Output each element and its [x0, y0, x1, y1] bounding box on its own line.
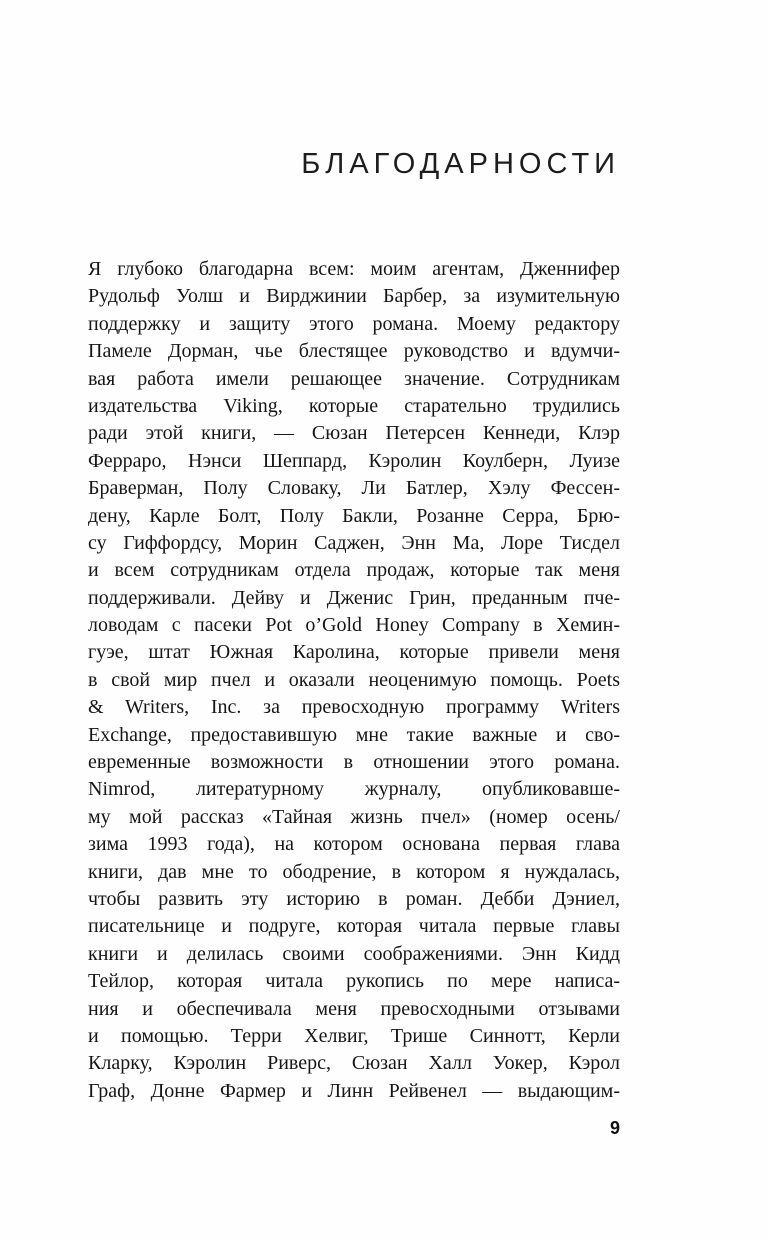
text-line: Я глубоко благодарна всем: моим агентам, Дженнифер [88, 258, 620, 280]
text-line: дену, Карле Болт, Полу Бакли, Розанне Серра, Брю- [88, 504, 620, 527]
text-line: поддерживали. Дейву и Дженис Грин, преданным пче- [88, 586, 620, 609]
text-line: Exchange, предоставившую мне такие важные и сво- [88, 723, 620, 746]
body-text [88, 256, 620, 1105]
text-line: в свой мир пчел и оказали неоценимую помощь. Poets [88, 668, 620, 691]
text-line: Nimrod, литературному журналу, опубликовавше- [88, 778, 620, 801]
page-number: 9 [609, 1118, 620, 1138]
text-line: поддержку и защиту этого романа. Моему редактору [88, 312, 620, 335]
text-line: Граф, Донне Фармер и Линн Рейвенел — выдающим- [88, 1079, 620, 1102]
text-line: Браверман, Полу Словаку, Ли Батлер, Хэлу Фессен- [88, 477, 620, 500]
text-line: книги и делилась своими соображениями. Энн Кидд [88, 942, 620, 965]
text-line: Кларку, Кэролин Риверс, Сюзан Халл Уокер, Кэрол [88, 1052, 620, 1075]
text-line: издательства Viking, которые старательно трудились [88, 394, 620, 417]
text-line: книги, дав мне то ободрение, в котором я нуждалась, [88, 860, 620, 883]
text-line: ловодам с пасеки Pot o’Gold Honey Company в Хемин- [88, 614, 620, 637]
text-line: чтобы развить эту историю в роман. Дебби Дэниел, [88, 887, 620, 910]
text-line: су Гиффордсу, Морин Саджен, Энн Ма, Лоре Тисдел [88, 531, 620, 554]
text-line: писательнице и подруге, которая читала первые главы [88, 915, 620, 938]
text-line: Памеле Дорман, чье блестящее руководство и вдумчи- [88, 340, 620, 363]
text-line: евременные возможности в отношении этого романа. [88, 751, 620, 774]
text-line: гуэе, штат Южная Каролина, которые привели меня [88, 641, 620, 664]
text-line: и всем сотрудникам отдела продаж, которые так меня [88, 559, 620, 582]
text-line: ради этой книги, — Сюзан Петерсен Кеннеди, Клэр [88, 422, 620, 445]
text-line: му мой рассказ «Тайная жизнь пчел» (номер осень/ [88, 805, 620, 828]
text-line: и помощью. Терри Хелвиг, Трише Синнотт, Керли [88, 1024, 620, 1047]
text-line: зима 1993 года), на котором основана первая глава [88, 833, 620, 856]
text-line: вая работа имели решающее значение. Сотрудникам [88, 367, 620, 390]
text-line: Рудольф Уолш и Вирджинии Барбер, за изумительную [88, 285, 620, 308]
text-line: ния и обеспечивала меня превосходными отзывами [88, 997, 620, 1020]
text-line: Тейлор, которая читала рукопись по мере написа- [88, 970, 620, 993]
chapter-heading: БЛАГОДАРНОСТИ [301, 148, 620, 180]
text-line: Ферраро, Нэнси Шеппард, Кэролин Коулберн, Луизе [88, 449, 620, 472]
text-line: & Writers, Inc. за превосходную программу Writers [88, 696, 620, 719]
